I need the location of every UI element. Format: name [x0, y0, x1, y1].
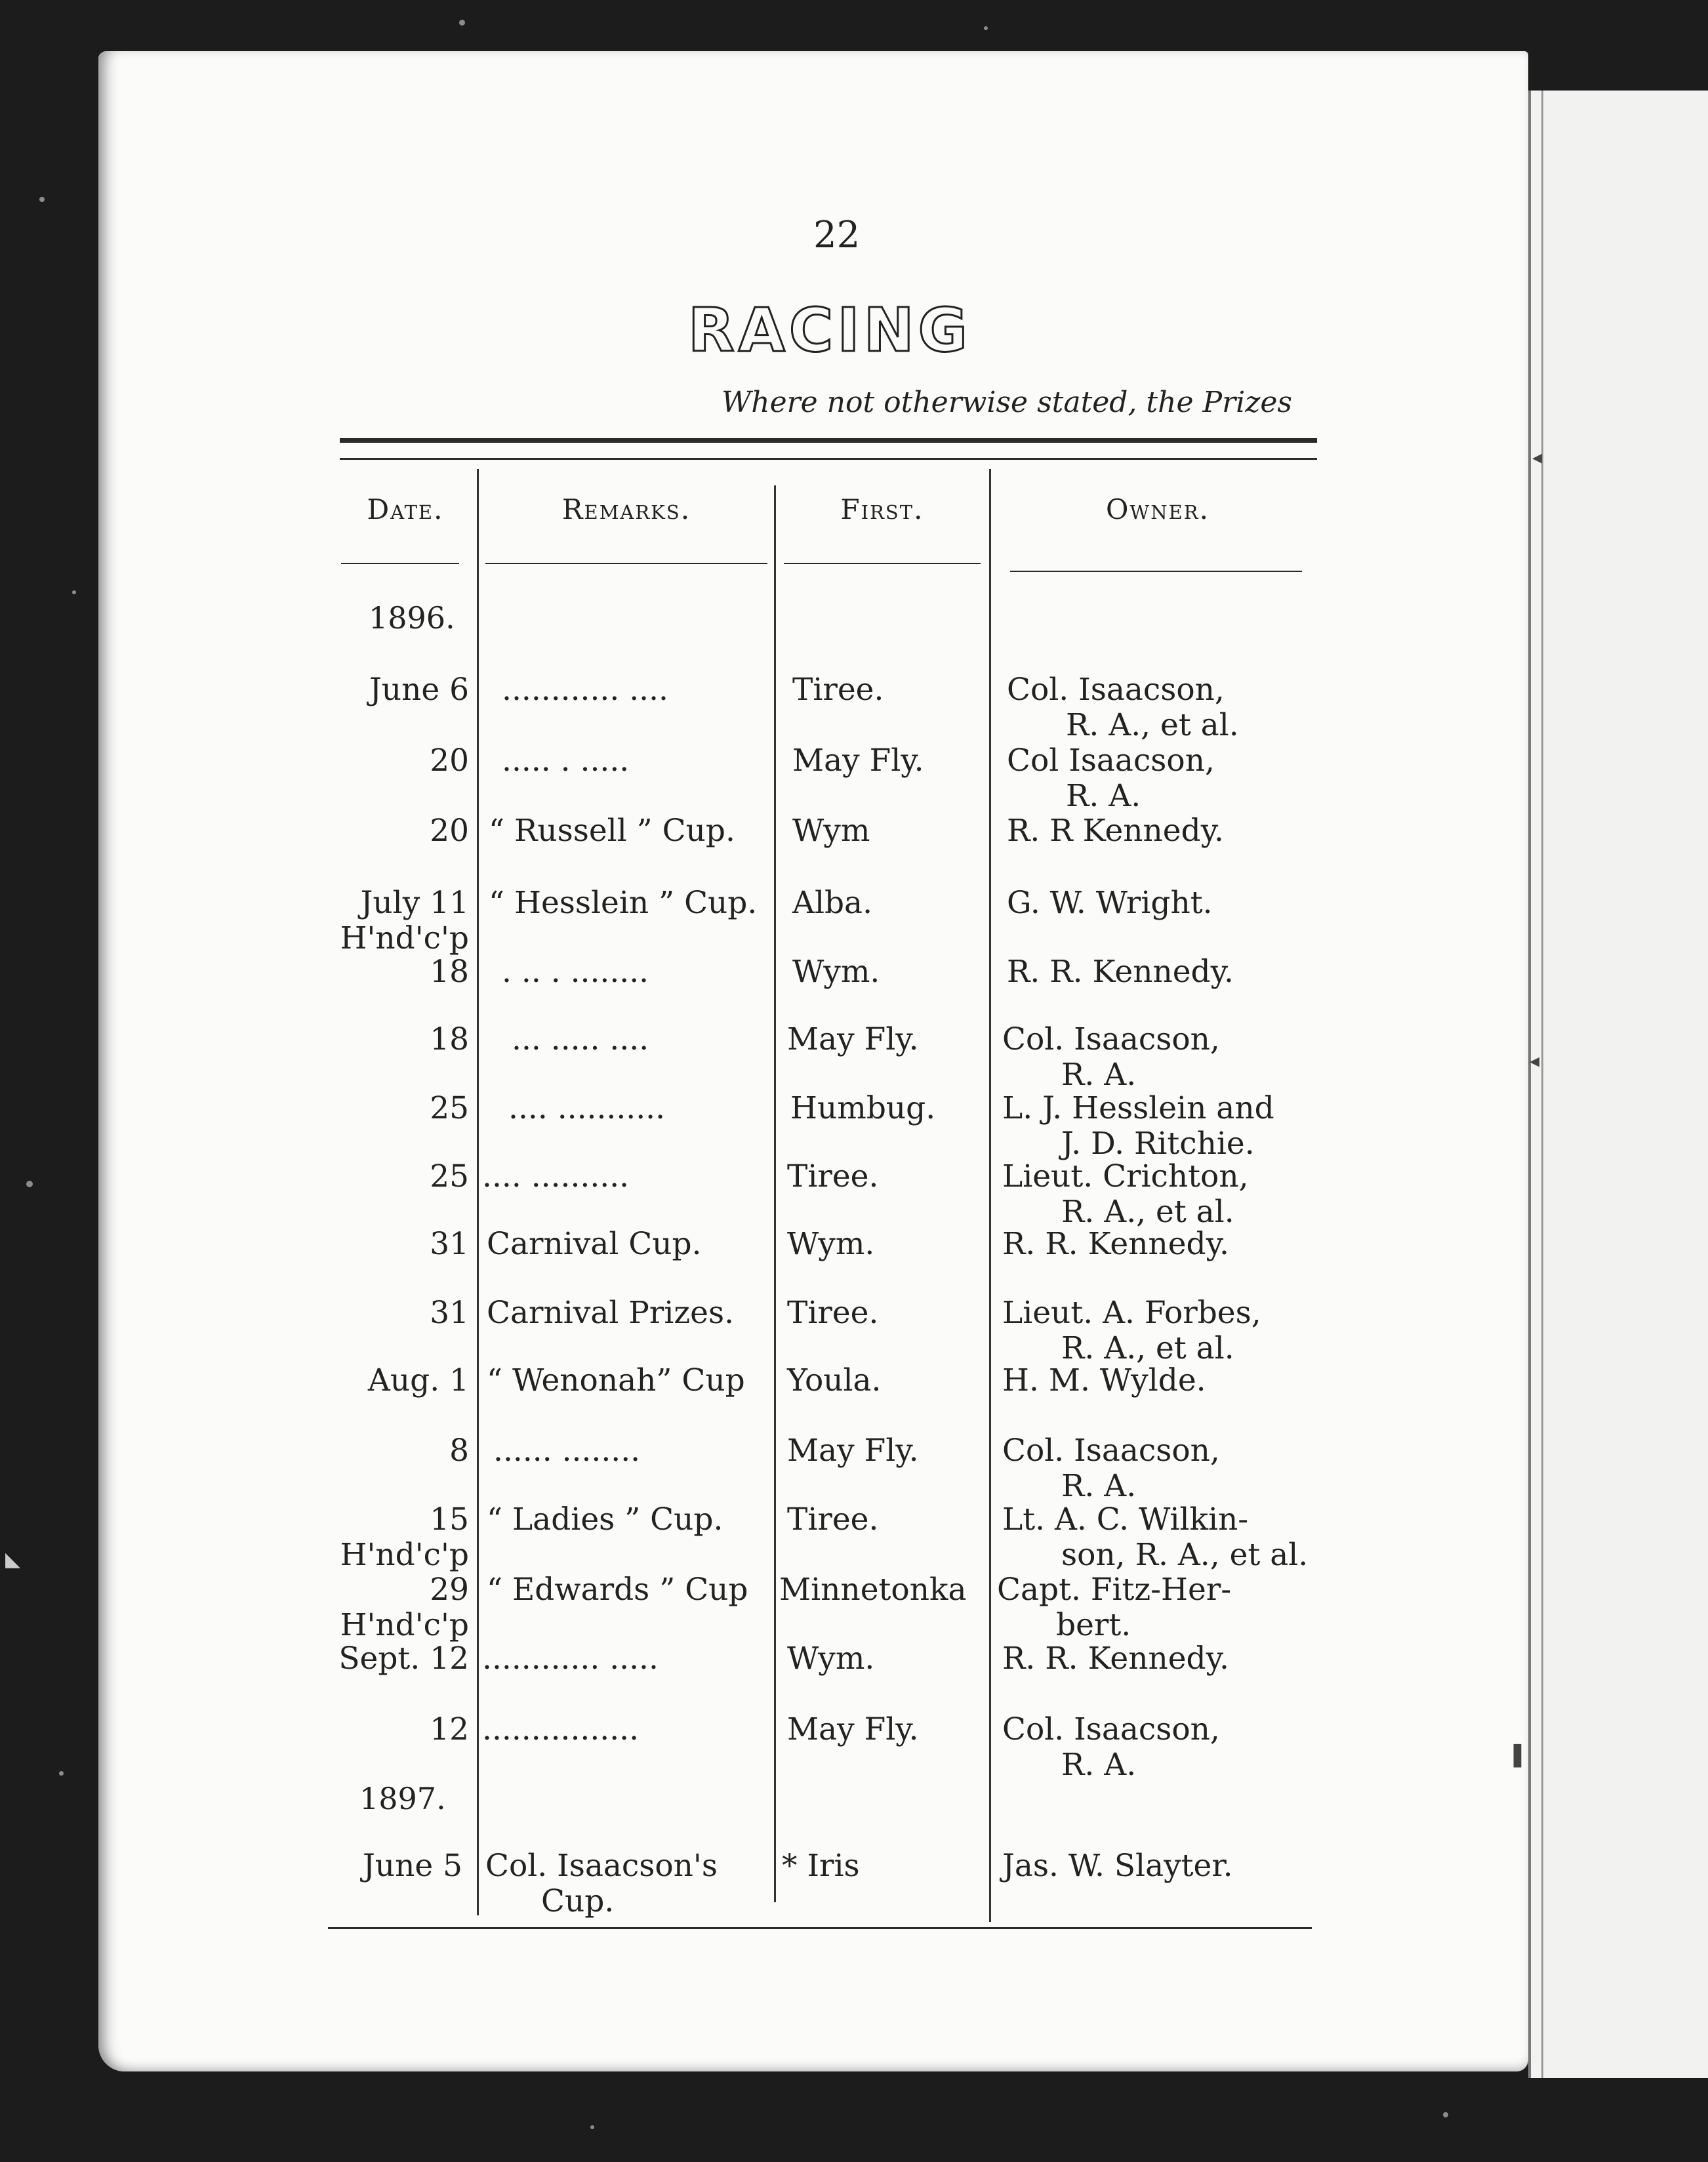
scan-mark: ◂ — [1530, 1050, 1540, 1072]
header-underline — [1010, 571, 1302, 572]
remarks-cell: Carnival Prizes. — [487, 1295, 735, 1331]
date-cell: 29 H'nd'c'p — [340, 1572, 469, 1643]
first-cell: Tiree. — [787, 1501, 879, 1538]
year-heading: 1897. — [359, 1781, 446, 1816]
header-first: First. — [840, 493, 924, 525]
first-cell: Wym. — [787, 1641, 875, 1677]
first-cell: Alba. — [792, 885, 873, 921]
header-date: Date. — [367, 493, 444, 525]
header-underline — [341, 563, 459, 564]
column-divider — [774, 485, 776, 1902]
column-divider — [477, 469, 479, 1915]
owner-cell: Col Isaacson, R. A. — [1007, 743, 1215, 814]
remarks-cell: ............ .... — [502, 672, 668, 708]
remarks-cell: “ Edwards ” Cup — [487, 1572, 748, 1608]
first-cell: Wym — [792, 813, 870, 849]
date-cell: 18 — [430, 1021, 469, 1057]
date-cell: 31 — [430, 1295, 469, 1331]
page-number: 22 — [813, 214, 861, 256]
date-cell: 8 — [449, 1433, 469, 1469]
double-rule-bottom — [340, 458, 1317, 460]
owner-cell: R. R Kennedy. — [1007, 813, 1224, 849]
date-cell: 25 — [430, 1158, 469, 1194]
first-cell: * Iris — [782, 1848, 860, 1884]
remarks-cell: “ Ladies ” Cup. — [487, 1501, 723, 1538]
remarks-cell: Carnival Cup. — [487, 1226, 702, 1262]
scan-mark: ◂ — [1532, 446, 1543, 469]
first-cell: May Fly. — [792, 743, 924, 779]
date-cell: 20 — [430, 743, 469, 779]
date-cell: June 6 — [369, 672, 469, 708]
remarks-cell: .... .......... — [482, 1158, 630, 1194]
facing-page — [1528, 91, 1708, 2078]
first-cell: Minnetonka — [779, 1572, 967, 1608]
first-cell: Humbug. — [790, 1090, 936, 1126]
remarks-cell: Col. Isaacson's Cup. — [485, 1848, 718, 1919]
date-cell: 15 H'nd'c'p — [340, 1501, 469, 1573]
date-cell: 31 — [430, 1226, 469, 1262]
remarks-cell: . .. . ........ — [502, 954, 649, 990]
date-cell: July 11 H'nd'c'p — [340, 885, 469, 956]
remarks-cell: ... ..... .... — [512, 1021, 649, 1057]
header-remarks: Remarks. — [561, 493, 691, 525]
first-cell: Tiree. — [792, 672, 884, 708]
owner-cell: Capt. Fitz-Her- bert. — [997, 1572, 1232, 1643]
owner-cell: Lt. A. C. Wilkin- son, R. A., et al. — [1002, 1501, 1309, 1573]
owner-cell: G. W. Wright. — [1007, 885, 1213, 921]
first-cell: May Fly. — [787, 1021, 919, 1057]
year-heading: 1896. — [369, 600, 455, 636]
owner-cell: Jas. W. Slayter. — [1002, 1848, 1233, 1884]
owner-cell: L. J. Hesslein and J. D. Ritchie. — [1002, 1090, 1274, 1162]
first-cell: Youla. — [787, 1362, 882, 1398]
date-cell: Aug. 1 — [367, 1362, 469, 1398]
date-cell: 18 — [430, 954, 469, 990]
remarks-cell: ............ ..... — [482, 1641, 659, 1677]
date-cell: 12 — [430, 1711, 469, 1747]
owner-cell: H. M. Wylde. — [1002, 1362, 1206, 1398]
first-cell: May Fly. — [787, 1433, 919, 1469]
table-bottom-rule — [328, 1927, 1312, 1929]
scan-mark: ▐ — [1506, 1745, 1522, 1768]
subtitle: Where not otherwise stated, the Prizes — [722, 386, 1292, 419]
date-cell: 25 — [430, 1090, 469, 1126]
owner-cell: Col. Isaacson, R. A. — [1002, 1433, 1220, 1504]
remarks-cell: ...... ........ — [493, 1433, 641, 1469]
date-cell: 20 — [430, 813, 469, 849]
owner-cell: R. R. Kennedy. — [1002, 1226, 1229, 1262]
date-cell: June 5 — [362, 1848, 462, 1884]
owner-cell: R. R. Kennedy. — [1002, 1641, 1229, 1677]
remarks-cell: “ Hesslein ” Cup. — [489, 885, 758, 921]
owner-cell: Lieut. A. Forbes, R. A., et al. — [1002, 1295, 1261, 1366]
remarks-cell: “ Russell ” Cup. — [489, 813, 735, 849]
header-underline — [485, 563, 767, 564]
owner-cell: Col. Isaacson, R. A. — [1002, 1021, 1220, 1093]
header-underline — [784, 563, 981, 564]
date-cell: Sept. 12 — [338, 1641, 469, 1677]
remarks-cell: “ Wenonah” Cup — [487, 1362, 745, 1398]
owner-cell: Col. Isaacson, R. A. — [1002, 1711, 1220, 1783]
column-divider — [989, 469, 991, 1922]
first-cell: Tiree. — [787, 1158, 879, 1194]
double-rule-top — [340, 438, 1317, 443]
remarks-cell: ..... . ..... — [502, 743, 630, 779]
first-cell: May Fly. — [787, 1711, 919, 1747]
owner-cell: R. R. Kennedy. — [1007, 954, 1234, 990]
section-title: RACING — [687, 295, 972, 365]
first-cell: Wym. — [792, 954, 880, 990]
scan-mark: ◣ — [5, 1548, 21, 1571]
remarks-cell: .... ........... — [508, 1090, 666, 1126]
owner-cell: Col. Isaacson, R. A., et al. — [1007, 672, 1239, 743]
owner-cell: Lieut. Crichton, R. A., et al. — [1002, 1158, 1249, 1230]
first-cell: Wym. — [787, 1226, 875, 1262]
first-cell: Tiree. — [787, 1295, 879, 1331]
header-owner: Owner. — [1106, 493, 1210, 525]
remarks-cell: ................ — [482, 1711, 640, 1747]
